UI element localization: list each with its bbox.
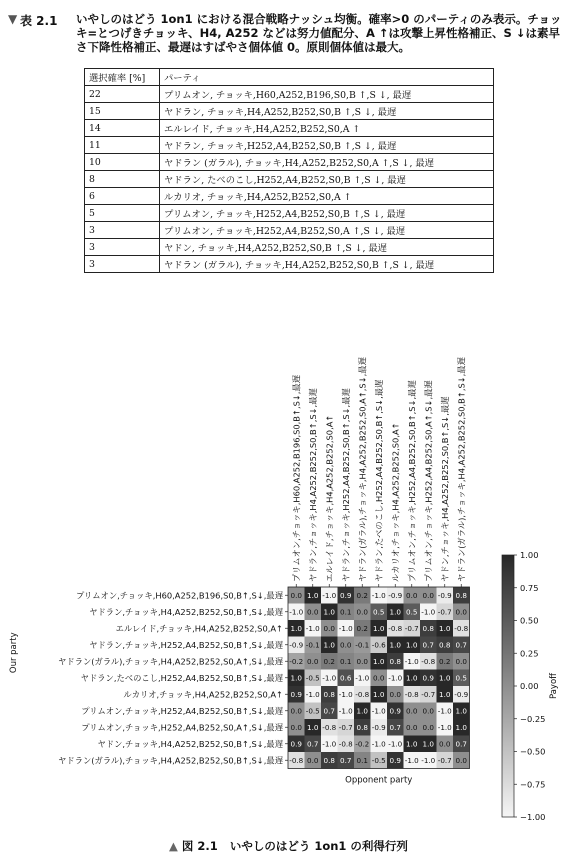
row-label: プリムオン,チョッキ,H252,A4,B252,S0,B↑,S↓,最遅 [81,705,283,716]
row-label: プリムオン,チョッキ,H60,A252,B196,S0,B↑,S↓,最遅 [75,590,283,601]
cell-value: 1.0 [455,722,467,732]
cell-value: -0.8 [322,722,337,732]
table-row [85,137,494,154]
probability-cell: 8 [85,171,160,188]
cell-value: 0.8 [356,722,368,732]
cell-value: 0.5 [455,673,467,683]
colorbar-tick-label: 0.50 [520,615,539,626]
cell-value: 1.0 [307,590,319,600]
figure-label: 図 2.1 [181,839,218,853]
cell-value: 0.2 [356,623,368,633]
cell-value: 0.9 [389,755,401,765]
cell-value: 1.0 [307,722,319,732]
cell-value: 0.2 [356,590,368,600]
row-label: ヤドラン(ガラル),チョッキ,H4,A252,B252,S0,A↑,S↓,最遅 [58,656,283,667]
table-label: 表 2.1 [20,14,58,28]
cell-value: 0.8 [323,689,335,699]
cell-value: -1.0 [437,706,452,716]
figure-caption [0,838,577,854]
party-cell: ヤドン, チョッキ,H4,A252,B252,S0,B ↑,S ↓, 最遅 [160,239,494,256]
col-label: ヤドラン(ガラル),チョッキ,H4,A252,B252,S0,B↑,S↓,最遅 [456,357,467,582]
cell-value: 0.0 [290,722,302,732]
table-row [85,222,494,239]
col-label: ヤドラン(ガラル),チョッキ,H4,A252,B252,S0,A↑,S↓,最遅 [357,357,368,582]
col-label: ルカリオ,チョッキ,H4,A252,B252,S0,A↑ [390,422,401,582]
cell-value: 0.0 [406,706,418,716]
payoff-heatmap [0,300,577,836]
cell-value: -0.7 [437,755,452,765]
col-label: ヤドラン,チョッキ,H252,A4,B252,S0,B↑,S↓,最遅 [340,388,351,582]
cell-value: -1.0 [388,739,403,749]
cell-value: 0.7 [455,739,467,749]
cell-value: 0.0 [373,673,385,683]
cell-value: -0.9 [454,689,469,699]
party-cell: プリムオン, チョッキ,H252,A4,B252,S0,B ↑,S ↓, 最遅 [160,205,494,222]
colorbar-tick-label: 0.00 [520,681,539,691]
colorbar [502,555,514,817]
cell-value: 1.0 [373,656,385,666]
cell-value: 0.8 [455,590,467,600]
cell-value: 0.8 [389,656,401,666]
cell-value: -0.8 [404,689,419,699]
col-label: プリムオン,チョッキ,H252,A4,B252,S0,A↑,S↓,最遅 [423,380,434,582]
cell-value: 0.8 [422,623,434,633]
cell-value: 0.7 [422,640,434,650]
party-cell: エルレイド, チョッキ,H4,A252,B252,S0,A ↑ [160,120,494,137]
party-cell: ヤドラン, たべのこし,H252,A4,B252,S0,B ↑,S ↓, 最遅 [160,171,494,188]
selection-probability-table [84,68,494,273]
colorbar-tick-label: −0.50 [520,746,546,757]
colorbar-tick-label: 0.25 [520,648,539,659]
probability-cell: 11 [85,137,160,154]
cell-value: -0.8 [454,623,469,633]
cell-value: -0.9 [437,590,452,600]
party-cell: プリムオン, チョッキ,H252,A4,B252,S0,A ↑,S ↓, 最遅 [160,222,494,239]
cell-value: -1.0 [371,706,386,716]
probability-cell: 22 [85,86,160,103]
cell-value: 0.0 [323,623,335,633]
cell-value: 0.0 [356,656,368,666]
row-label: ヤドラン,チョッキ,H4,A252,B252,S0,B↑,S↓,最遅 [89,606,283,617]
table-row [85,188,494,205]
cell-value: 1.0 [373,689,385,699]
row-label: ルカリオ,チョッキ,H4,A252,B252,S0,A↑ [123,689,283,700]
cell-value: -0.8 [388,623,403,633]
cell-value: -1.0 [421,607,436,617]
cell-value: 1.0 [439,673,451,683]
probability-cell: 15 [85,103,160,120]
colorbar-tick-label: −1.00 [520,812,546,822]
probability-cell: 10 [85,154,160,171]
caption-triangle-up-icon: ▲ [169,839,178,853]
row-label: ヤドラン,チョッキ,H252,A4,B252,S0,B↑,S↓,最遅 [89,639,283,650]
party-cell: ヤドラン, チョッキ,H252,A4,B252,S0,B ↑,S ↓, 最遅 [160,137,494,154]
cell-value: 0.0 [389,689,401,699]
cell-value: 0.0 [439,739,451,749]
payoff-matrix-figure [0,300,577,840]
cell-value: 0.9 [422,673,434,683]
cell-value: 1.0 [455,706,467,716]
cell-value: -1.0 [437,722,452,732]
cell-value: 1.0 [406,739,418,749]
cell-value: 0.0 [307,607,319,617]
probability-cell: 14 [85,120,160,137]
cell-value: -0.2 [355,739,370,749]
cell-value: -1.0 [305,689,320,699]
cell-value: 0.5 [406,607,418,617]
table-row [85,120,494,137]
figure-caption-text: いやしのはどう 1on1 の利得行列 [229,839,408,853]
party-cell: ヤドラン (ガラル), チョッキ,H4,A252,B252,S0,B ↑,S ↓, 最遅 [160,256,494,273]
y-axis-label: Our party [9,632,19,674]
row-label: ヤドラン,たべのこし,H252,A4,B252,S0,B↑,S↓,最遅 [80,672,283,683]
cell-value: 1.0 [422,739,434,749]
col-label: ヤドン,チョッキ,H4,A252,B252,S0,B↑,S↓,最遅 [439,396,450,582]
cell-value: -0.5 [305,706,320,716]
col-label: プリムオン,チョッキ,H252,A4,B252,S0,B↑,S↓,最遅 [406,380,417,582]
row-label: エルレイド,チョッキ,H4,A252,B252,S0,A↑ [115,623,283,634]
cell-value: -1.0 [404,755,419,765]
table-row [85,103,494,120]
cell-value: 0.9 [389,706,401,716]
cell-value: 0.8 [439,640,451,650]
cell-value: 0.0 [340,640,352,650]
cell-value: 0.7 [455,640,467,650]
cell-value: -1.0 [338,689,353,699]
cell-value: -0.5 [305,673,320,683]
cell-value: 0.8 [323,755,335,765]
party-cell: ヤドラン, チョッキ,H4,A252,B252,S0,B ↑,S ↓, 最遅 [160,103,494,120]
table-row [85,239,494,256]
table-row [85,205,494,222]
cell-value: -1.0 [404,656,419,666]
table-row [85,154,494,171]
party-cell: ヤドラン (ガラル), チョッキ,H4,A252,B252,S0,A ↑,S ↓, 最遅 [160,154,494,171]
cell-value: 1.0 [290,623,302,633]
cell-value: -1.0 [371,739,386,749]
cell-value: 0.6 [340,673,352,683]
cell-value: 0.0 [422,590,434,600]
cell-value: 0.7 [323,706,335,716]
cell-value: 1.0 [290,673,302,683]
cell-value: 0.0 [290,590,302,600]
col-label: エルレイド,チョッキ,H4,A252,B252,S0,A↑ [324,414,335,582]
cell-value: 0.0 [455,656,467,666]
cell-value: 0.7 [307,739,319,749]
cell-value: -0.8 [421,656,436,666]
probability-cell: 5 [85,205,160,222]
cell-value: -1.0 [338,623,353,633]
cell-value: 1.0 [373,623,385,633]
cell-value: 0.0 [307,656,319,666]
cell-value: 0.1 [340,607,352,617]
cell-value: -0.9 [388,590,403,600]
cell-value: -0.1 [305,640,320,650]
colorbar-tick-label: 0.75 [520,582,539,593]
cell-value: 0.2 [323,656,335,666]
caption-triangle-icon: ▼ [8,12,18,26]
cell-value: 0.9 [340,590,352,600]
cell-value: -0.2 [289,656,304,666]
party-cell: ルカリオ, チョッキ,H4,A252,B252,S0,A ↑ [160,188,494,205]
cell-value: -0.9 [289,640,304,650]
cell-value: 0.1 [340,656,352,666]
row-label: ヤドラン(ガラル),チョッキ,H4,A252,B252,S0,B↑,S↓,最遅 [58,755,283,766]
cell-value: 0.0 [406,722,418,732]
cell-value: 0.0 [290,706,302,716]
cell-value: 0.0 [406,590,418,600]
cell-value: 1.0 [389,607,401,617]
header-party: パーティ [160,69,494,86]
table-row [85,171,494,188]
colorbar-tick-label: 1.00 [520,550,539,560]
cell-value: 0.5 [373,607,385,617]
cell-value: -0.6 [371,640,386,650]
cell-value: -1.0 [305,623,320,633]
cell-value: -0.1 [355,640,370,650]
cell-value: -1.0 [322,673,337,683]
cell-value: 0.2 [439,656,451,666]
cell-value: 1.0 [356,706,368,716]
cell-value: -0.5 [371,755,386,765]
row-label: ヤドン,チョッキ,H4,A252,B252,S0,B↑,S↓,最遅 [97,738,283,749]
cell-value: -0.7 [404,623,419,633]
probability-cell: 3 [85,239,160,256]
cell-value: 0.9 [290,739,302,749]
x-axis-label: Opponent party [345,775,413,786]
cell-value: -1.0 [355,673,370,683]
cell-value: 1.0 [439,689,451,699]
cell-value: -1.0 [421,755,436,765]
header-probability: 選択確率 [%] [85,69,160,86]
cell-value: -1.0 [338,706,353,716]
cell-value: 1.0 [439,623,451,633]
colorbar-tick-label: −0.25 [520,713,546,724]
colorbar-label: Payoff [549,672,559,700]
cell-value: 1.0 [406,640,418,650]
cell-value: -0.8 [338,739,353,749]
cell-value: -0.8 [355,689,370,699]
cell-value: 0.1 [356,755,368,765]
probability-cell: 3 [85,222,160,239]
cell-value: 1.0 [323,607,335,617]
probability-cell: 3 [85,256,160,273]
cell-value: 0.0 [422,706,434,716]
cell-value: -1.0 [322,739,337,749]
cell-value: 0.0 [455,755,467,765]
table-caption-text: いやしのはどう 1on1 における混合戦略ナッシュ均衡。確率>0 のパーティのみ表示。チョッキ=とつげきチョッキ、H4, A252 などは努力値配分、A ↑は攻撃上昇性格補正、S ↓は素早さ下降性格補正、最遅はすばやさ個体値 0。原則個体値は最大。 [76,12,562,54]
cell-value: 0.0 [356,607,368,617]
cell-value: -0.7 [421,689,436,699]
probability-cell: 6 [85,188,160,205]
cell-value: 0.7 [340,755,352,765]
cell-value: -1.0 [371,590,386,600]
col-label: ヤドラン,チョッキ,H4,A252,B252,S0,B↑,S↓,最遅 [307,388,318,582]
cell-value: -1.0 [289,607,304,617]
table-row [85,86,494,103]
party-cell: プリムオン, チョッキ,H60,A252,B196,S0,B ↑,S ↓, 最遅 [160,86,494,103]
cell-value: 0.0 [422,722,434,732]
cell-value: -1.0 [322,590,337,600]
cell-value: 1.0 [323,640,335,650]
cell-value: 0.0 [455,607,467,617]
cell-value: -0.7 [338,722,353,732]
cell-value: 0.7 [389,722,401,732]
cell-value: -1.0 [388,673,403,683]
cell-value: -0.8 [289,755,304,765]
cell-value: 0.0 [307,755,319,765]
cell-value: 1.0 [389,640,401,650]
cell-value: 1.0 [406,673,418,683]
table-header-row [85,69,494,86]
col-label: ヤドラン,たべのこし,H252,A4,B252,S0,B↑,S↓,最遅 [373,379,384,582]
row-label: プリムオン,チョッキ,H252,A4,B252,S0,A↑,S↓,最遅 [81,722,283,733]
col-label: プリムオン,チョッキ,H60,A252,B196,S0,B↑,S↓,最遅 [291,374,302,582]
table-row [85,256,494,273]
colorbar-tick-label: −0.75 [520,779,546,790]
cell-value: 0.9 [290,689,302,699]
cell-value: -0.9 [371,722,386,732]
cell-value: -0.7 [437,607,452,617]
